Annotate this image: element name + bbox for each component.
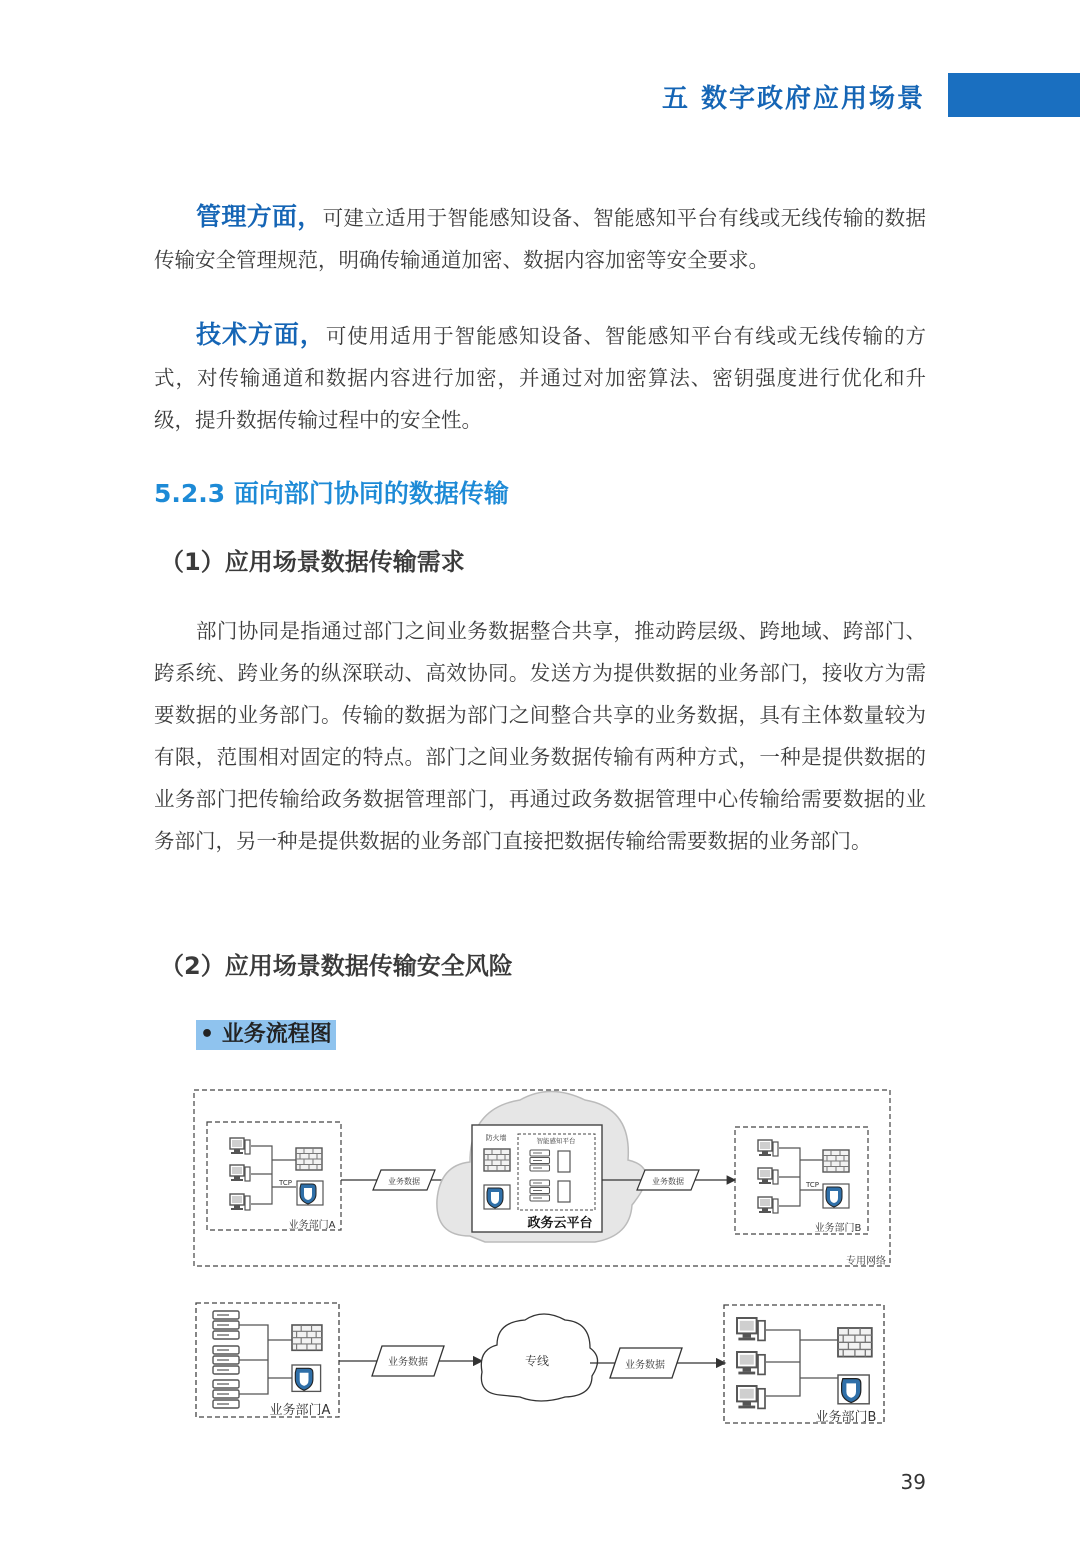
flowchart-title: • 业务流程图: [196, 1020, 336, 1050]
private-network-label: 专用网络: [846, 1256, 886, 1267]
dept-b-label-2: 业务部门B: [815, 1410, 877, 1425]
tcp-label-right: TCP: [806, 1181, 819, 1189]
security-shield-icon: [823, 1184, 849, 1208]
management-text: 可建立适用于智能感知设备、智能感知平台有线或无线传输的数据传输安全管理规范，明确传输通道加密、数据内容加密等安全要求。: [154, 206, 926, 272]
server-tower-icon: [558, 1151, 570, 1172]
computer-icon: [230, 1165, 250, 1181]
computer-icon: [737, 1386, 765, 1408]
technology-text: 可使用适用于智能感知设备、智能感知平台有线或无线传输的方式，对传输通道和数据内容进行加密，并通过对加密算法、密钥强度进行优化和升级，提升数据传输过程中的安全性。: [154, 324, 926, 432]
firewall-icon: [838, 1328, 872, 1357]
dept-b-frame: [735, 1127, 868, 1234]
computer-icon: [758, 1140, 778, 1156]
firewall-icon: [296, 1148, 322, 1170]
security-shield-icon: [484, 1185, 510, 1209]
subsection-title-2: （2）应用场景数据传输安全风险: [160, 952, 513, 980]
server-stack-icon: [530, 1180, 550, 1201]
chapter-header: 五 数字政府应用场景: [661, 84, 925, 114]
data-flow-label-right: 业务数据: [652, 1177, 684, 1186]
dedicated-line-label: 专线: [524, 1354, 550, 1368]
computer-icon: [758, 1197, 778, 1213]
dept-a-label: 业务部门A: [288, 1220, 336, 1231]
computer-icon: [230, 1194, 250, 1210]
section-title: 5.2.3 面向部门协同的数据传输: [154, 479, 509, 508]
server-icon: [213, 1311, 239, 1339]
firewall-icon: [823, 1150, 849, 1172]
dept-a-frame: [207, 1122, 341, 1230]
security-shield-icon: [292, 1365, 321, 1391]
computer-icon: [737, 1318, 765, 1340]
management-lead: 管理方面，: [196, 202, 323, 231]
security-shield-icon: [838, 1375, 869, 1404]
technology-lead: 技术方面，: [196, 320, 326, 349]
dept-b-label: 业务部门B: [814, 1223, 862, 1234]
computer-icon: [737, 1352, 765, 1374]
dept-a-label-2: 业务部门A: [269, 1403, 331, 1418]
server-icon: [213, 1346, 239, 1374]
security-shield-icon: [297, 1181, 323, 1205]
page-number: 39: [900, 1470, 926, 1494]
firewall-label: 防火墙: [485, 1134, 507, 1142]
sense-platform-label: 智能感知平台: [536, 1137, 576, 1145]
subsection-title-1: （1）应用场景数据传输需求: [160, 548, 465, 576]
tcp-label-left: TCP: [279, 1179, 292, 1187]
computer-icon: [758, 1168, 778, 1184]
server-tower-icon: [558, 1181, 570, 1202]
gov-cloud-platform-label: 政务云平台: [527, 1216, 593, 1231]
collaboration-paragraph: 部门协同是指通过部门之间业务数据整合共享，推动跨层级、跨地域、跨部门、跨系统、跨业务的纵深联动、高效协同。发送方为提供数据的业务部门，接收方为需要数据的业务部门。传输的数据为部门之间整合共享的业务数据，具有主体数量较为有限，范围相对固定的特点。部门之间业务数据传输有两种方式，一种是提供数据的业务部门把传输给政务数据管理部门，再通过政务数据管理中心传输给需要数据的业务部门，另一种是提供数据的业务部门直接把数据传输给需要数据的业务部门。: [154, 619, 926, 853]
server-stack-icon: [530, 1150, 550, 1171]
firewall-icon: [484, 1149, 510, 1171]
data-flow-label-left-2: 业务数据: [388, 1357, 428, 1368]
server-icon: [213, 1380, 239, 1408]
data-flow-label-left: 业务数据: [388, 1177, 420, 1186]
computer-icon: [230, 1138, 250, 1154]
data-flow-label-right-2: 业务数据: [625, 1360, 665, 1371]
firewall-icon: [292, 1325, 322, 1350]
